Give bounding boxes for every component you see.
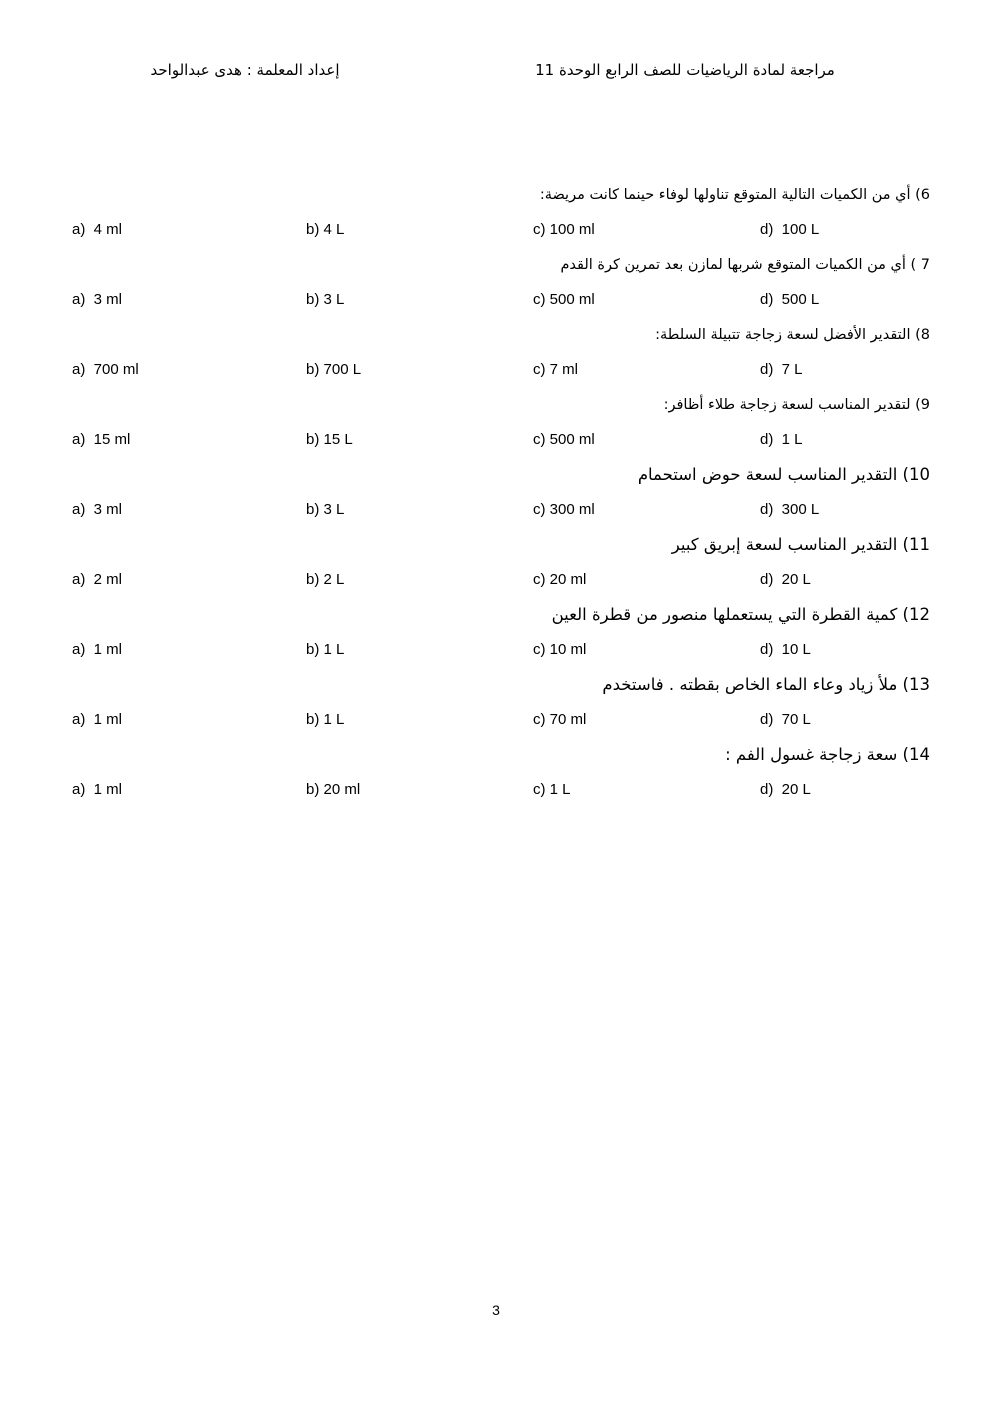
option-c: c) 1 L <box>533 781 571 798</box>
option-d: d) 500 L <box>760 291 820 308</box>
option-c: c) 500 ml <box>533 291 595 308</box>
page-number: 3 <box>492 1302 500 1318</box>
answer-options <box>72 210 930 250</box>
option-a: a) 4 ml <box>72 221 123 238</box>
question-text: 10) التقدير المناسب لسعة حوض استحمام <box>637 465 930 484</box>
question-11 <box>72 530 930 600</box>
page-title: مراجعة لمادة الرياضيات للصف الرابع الوحدة 11 <box>535 61 835 79</box>
option-a: a) 3 ml <box>72 501 123 518</box>
option-b: b) 1 L <box>306 641 345 658</box>
answer-options <box>72 700 930 740</box>
option-d: d) 300 L <box>760 501 820 518</box>
question-text: 9) لتقدير المناسب لسعة زجاجة طلاء أظافر: <box>663 397 930 413</box>
question-text: 6) أي من الكميات التالية المتوقع تناولها لوفاء حينما كانت مريضة: <box>539 187 930 203</box>
question-10 <box>72 460 930 530</box>
option-d: d) 100 L <box>760 221 820 238</box>
answer-options <box>72 420 930 460</box>
option-a: a) 1 ml <box>72 781 123 798</box>
option-c: c) 70 ml <box>533 711 587 728</box>
option-a: a) 2 ml <box>72 571 123 588</box>
answer-options <box>72 630 930 670</box>
option-c: c) 100 ml <box>533 221 595 238</box>
option-c: c) 300 ml <box>533 501 595 518</box>
option-b: b) 20 ml <box>306 781 361 798</box>
option-c: c) 20 ml <box>533 571 587 588</box>
option-a: a) 1 ml <box>72 711 123 728</box>
question-text: 12) كمية القطرة التي يستعملها منصور من قطرة العين <box>551 605 930 624</box>
question-text: 7 ) أي من الكميات المتوقع شربها لمازن بعد تمرين كرة القدم <box>560 257 930 273</box>
option-d: d) 20 L <box>760 571 811 588</box>
question-8 <box>72 320 930 390</box>
answer-options <box>72 560 930 600</box>
question-text: 8) التقدير الأفضل لسعة زجاجة تتبيلة السلطة: <box>655 327 930 343</box>
option-b: b) 1 L <box>306 711 345 728</box>
option-a: a) 3 ml <box>72 291 123 308</box>
option-d: d) 70 L <box>760 711 811 728</box>
option-c: c) 500 ml <box>533 431 595 448</box>
question-text: 11) التقدير المناسب لسعة إبريق كبير <box>671 535 930 554</box>
option-d: d) 1 L <box>760 431 803 448</box>
option-b: b) 3 L <box>306 501 345 518</box>
question-7 <box>72 250 930 320</box>
option-b: b) 700 L <box>306 361 362 378</box>
question-text: 13) ملأ زياد وعاء الماء الخاص بقطته . فاستخدم <box>602 675 930 694</box>
option-c: c) 7 ml <box>533 361 578 378</box>
option-d: d) 10 L <box>760 641 811 658</box>
question-9 <box>72 390 930 460</box>
option-b: b) 2 L <box>306 571 345 588</box>
option-c: c) 10 ml <box>533 641 587 658</box>
author-line: إعداد المعلمة : هدى عبدالواحد <box>150 61 340 79</box>
option-b: b) 15 L <box>306 431 353 448</box>
question-14 <box>72 740 930 810</box>
option-a: a) 1 ml <box>72 641 123 658</box>
answer-options <box>72 280 930 320</box>
question-12 <box>72 600 930 670</box>
question-list <box>72 180 930 810</box>
option-d: d) 7 L <box>760 361 803 378</box>
question-13 <box>72 670 930 740</box>
answer-options <box>72 350 930 390</box>
option-a: a) 700 ml <box>72 361 139 378</box>
option-d: d) 20 L <box>760 781 811 798</box>
answer-options <box>72 770 930 810</box>
answer-options <box>72 490 930 530</box>
option-b: b) 3 L <box>306 291 345 308</box>
option-a: a) 15 ml <box>72 431 131 448</box>
option-b: b) 4 L <box>306 221 345 238</box>
question-6 <box>72 180 930 250</box>
question-text: 14) سعة زجاجة غسول الفم : <box>725 745 930 764</box>
